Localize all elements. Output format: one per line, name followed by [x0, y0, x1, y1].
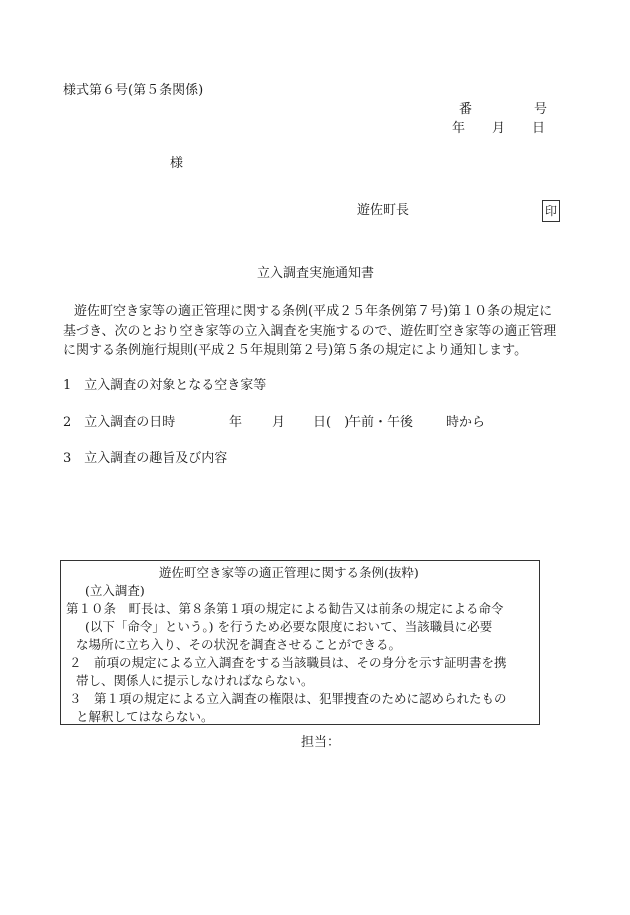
contact-label: 担当：	[301, 735, 341, 750]
date-day: 日	[532, 121, 546, 136]
document-title: 立入調査実施通知書	[257, 266, 375, 281]
date-month: 月	[492, 121, 506, 136]
number-go: 号	[534, 102, 548, 117]
excerpt-line: 第１０条 町長は、第８条第１項の規定による勧告又は前条の規定による命令	[66, 601, 504, 616]
excerpt-line: (以下「命令」という。) を行うため必要な限度において、当該職員に必要	[85, 619, 493, 634]
body-line: に関する条例施行規則(平成２５年規則第２号)第５条の規定により通知します。	[63, 343, 528, 358]
seal-box: 印	[542, 200, 560, 222]
ordinance-excerpt-box	[60, 560, 540, 725]
form-label: 様式第６号(第５条関係)	[63, 83, 204, 98]
excerpt-heading: (立入調査)	[85, 583, 145, 598]
item-1: 1 立入調査の対象となる空き家等	[63, 378, 267, 393]
addressee-suffix: 様	[170, 156, 184, 171]
excerpt-line: 帯し、関係人に提示しなければならない。	[76, 673, 314, 688]
item-2-day: 日( )	[313, 415, 350, 430]
item-2-month: 月	[272, 415, 286, 430]
excerpt-line: な場所に立ち入り、その状況を調査させることができる。	[76, 637, 402, 652]
item-2-year: 年	[229, 415, 243, 430]
excerpt-title: 遊佐町空き家等の適正管理に関する条例(抜粋)	[159, 565, 419, 580]
date-year: 年	[452, 121, 466, 136]
item-2-label: 2 立入調査の日時	[63, 415, 176, 430]
sender-name: 遊佐町長	[357, 203, 410, 218]
body-paragraph	[63, 302, 563, 361]
excerpt-line: ２ 前項の規定による立入調査をする当該職員は、その身分を示す証明書を携	[69, 655, 507, 670]
body-line: 遊佐町空き家等の適正管理に関する条例(平成２５年条例第７号)第１０条の規定に	[74, 304, 553, 319]
item-2-ampm: 午前・午後	[348, 415, 414, 430]
excerpt-line: ３ 第１項の規定による立入調査の権限は、犯罪捜査のために認められたもの	[69, 691, 507, 706]
excerpt-line: と解釈してはならない。	[76, 709, 214, 724]
number-ban: 番	[459, 102, 473, 117]
item-3: 3 立入調査の趣旨及び内容	[63, 451, 228, 466]
item-2-time: 時から	[446, 415, 486, 430]
body-line: 基づき、次のとおり空き家等の立入調査を実施するので、遊佐町空き家等の適正管理	[63, 323, 557, 339]
